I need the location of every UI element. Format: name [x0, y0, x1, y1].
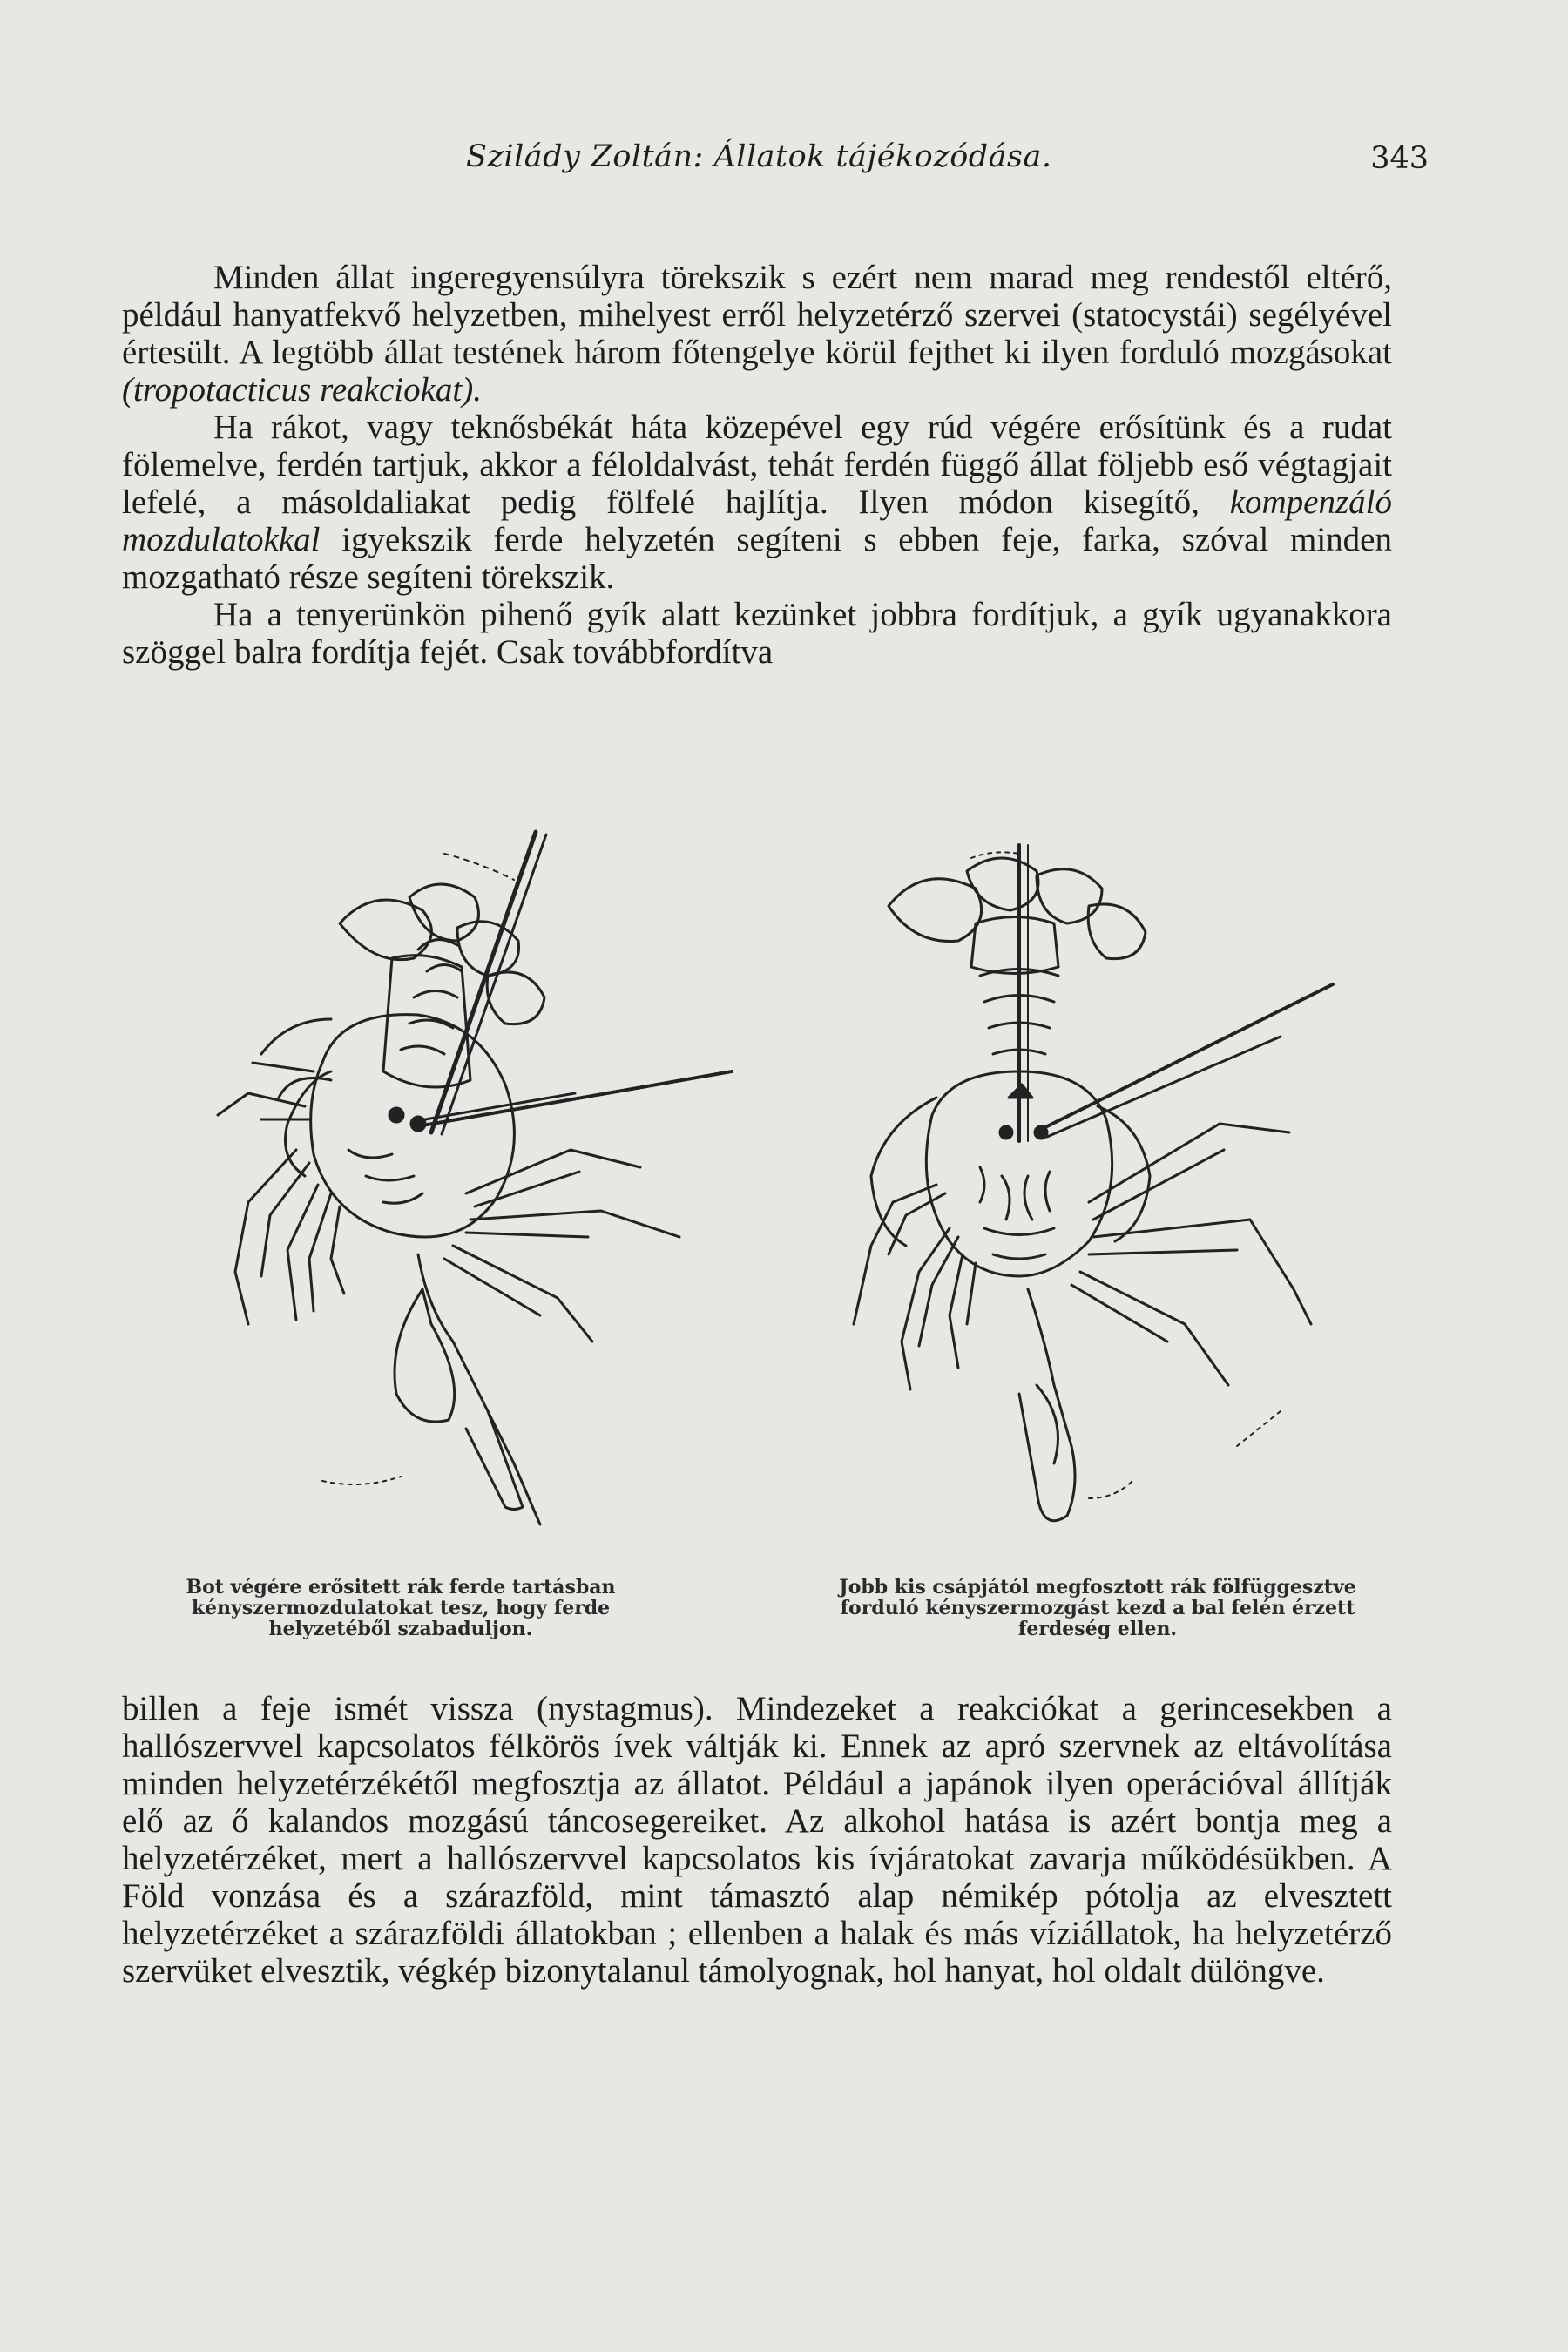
paragraph-4: billen a feje ismét vissza (nystagmus). Mindezeket a reakciókat a gerincesekben a hallószervvel kapcsolatos félkörös ívek váltják ki. Ennek az apró szervnek az eltávolítása minden helyzetérzékétől megfosztja az állatot. Például a japánok ilyen operációval állítják elő az ő kalandos mozgású táncosegereiket. Az alkohol hatása is azért bontja meg a helyzetérzéket, mert a hallószervvel kapcsolatos kis ívjáratokat zavarja működésükben. A Föld vonzása és a szárazföld, mint támasztó alap némikép pótolja az elvesztett helyzetérzéket a szárazföldi állatokban ; ellenben a halak és más víziállatok, ha helyzetérző szervüket elvesztik, végkép bizonytalanul támolyognak, hol hanyat, hol oldalt dülöngve.: [122, 1690, 1392, 1990]
page-header: [122, 139, 1429, 192]
paragraph-3: Ha a tenyerünkön pihenő gyík alatt kezünket jobbra fordítjuk, a gyík ugyanakkora szöggel balra fordítja fejét. Csak továbbfordítva: [122, 596, 1392, 671]
figure-caption-left: Bot végére erősitett rák ferde tartásban kényszermozdulatokat tesz, hogy ferde helyzetéből szabaduljon.: [186, 1576, 616, 1640]
page-number: 343: [1370, 141, 1429, 176]
paragraph-1: Minden állat ingeregyensúlyra törekszik s ezért nem marad meg rendestől eltérő, például hanyatfekvő helyzetben, mihelyest erről helyzetérző szervei (statocystái) segélyével értesült. A legtöbb állat testének három főtengelye körül fejthet ki ilyen forduló mozgásokat (tropotacticus reakciokat).: [122, 259, 1392, 409]
crab-on-rod-illustration-icon: [218, 832, 732, 1524]
figure-caption-right: Jobb kis csápjától megfosztott rák fölfüggesztve forduló kényszermozgást kezd a bal felén érzett ferdeség ellen.: [839, 1576, 1356, 1640]
figure: [122, 819, 1429, 1603]
top-text-block: [122, 259, 1392, 671]
running-title: Sziládу Zoltán: Állatok tájékozódása.: [466, 139, 1052, 174]
bottom-text-block: [122, 1690, 1392, 1990]
suspended-crab-illustration-icon: [854, 845, 1333, 1521]
paragraph-2: Ha rákot, vagy teknősbékát háta közepével egy rúd végére erősítünk és a rudat fölemelve, ferdén tartjuk, akkor a féloldalvást, tehát ferdén függő állat följebb eső végtagjait lefelé, a másoldaliakat pedig fölfelé hajlítja. Ilyen módon kisegítő, kompenzáló mozdulatokkal igyekszik ferde helyzetén segíteni s ebben feje, farka, szóval minden mozgatható része segíteni törekszik.: [122, 409, 1392, 596]
